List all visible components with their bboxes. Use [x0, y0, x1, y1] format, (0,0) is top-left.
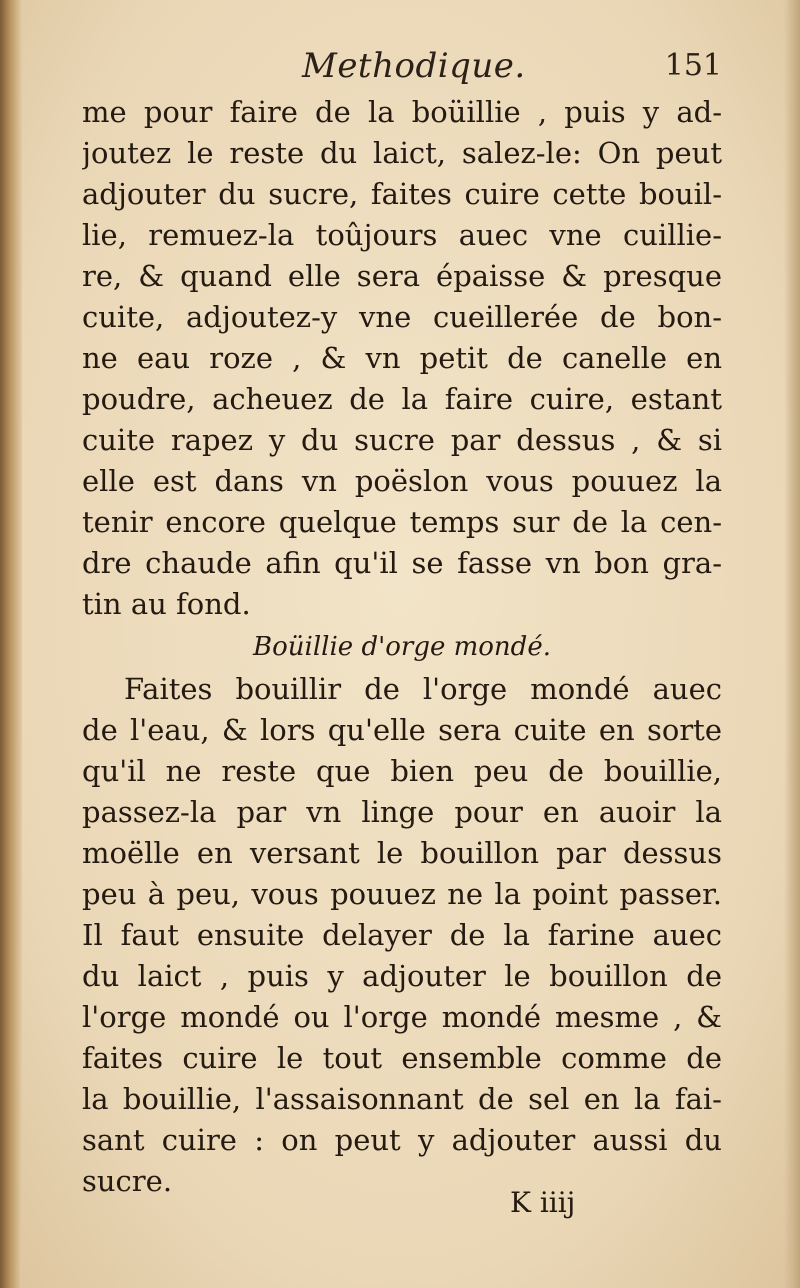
text-line: cuite, adjoutez-y vne cueillerée de bon-: [82, 300, 722, 334]
text-line: faites cuire le tout ensemble comme de: [82, 1041, 722, 1075]
text-line: Il faut ensuite delayer de la farine auec: [82, 918, 722, 952]
running-head: Methodique.: [302, 46, 526, 86]
text-line: tin au fond.: [82, 587, 251, 621]
body-text: [82, 92, 722, 1202]
page-edge: [784, 0, 800, 1288]
text-line: adjouter du sucre, faites cuire cette bouil-: [82, 177, 722, 211]
text-line: du laict , puis y adjouter le bouillon de: [82, 959, 722, 993]
text-line: poudre, acheuez de la faire cuire, estant: [82, 382, 722, 416]
text-line: qu'il ne reste que bien peu de bouillie,: [82, 754, 722, 788]
section-heading: Boüillie d'orge mondé.: [253, 632, 551, 662]
book-binding: [0, 0, 22, 1288]
text-line: re, & quand elle sera épaisse & presque: [82, 259, 722, 293]
text-line: me pour faire de la boüillie , puis y ad-: [82, 95, 722, 129]
text-line: la bouillie, l'assaisonnant de sel en la fai-: [82, 1082, 722, 1116]
paragraph-1: [82, 92, 722, 625]
text-line: moëlle en versant le bouillon par dessus: [82, 836, 722, 870]
text-line: dre chaude afin qu'il se fasse vn bon gra-: [82, 546, 722, 580]
text-line: lie, remuez-la toûjours auec vne cuillie-: [82, 218, 722, 252]
text-line: passez-la par vn linge pour en auoir la: [82, 795, 722, 829]
text-line: peu à peu, vous pouuez ne la point passer.: [82, 877, 722, 911]
text-line: ne eau roze , & vn petit de canelle en: [82, 341, 722, 375]
text-line: Faites bouillir de l'orge mondé auec: [124, 672, 722, 706]
page-header: [82, 44, 722, 88]
page-number: 151: [664, 48, 722, 83]
text-line: elle est dans vn poëslon vous pouuez la: [82, 464, 722, 498]
signature-mark: K iiij: [510, 1186, 576, 1219]
paragraph-2: [82, 669, 722, 1202]
text-line: sucre.: [82, 1164, 173, 1198]
text-line: cuite rapez y du sucre par dessus , & si: [82, 423, 722, 457]
text-line: de l'eau, & lors qu'elle sera cuite en sorte: [82, 713, 722, 747]
text-line: joutez le reste du laict, salez-le: On peut: [82, 136, 722, 170]
text-line: l'orge mondé ou l'orge mondé mesme , &: [82, 1000, 722, 1034]
text-line: tenir encore quelque temps sur de la cen-: [82, 505, 722, 539]
text-line: sant cuire : on peut y adjouter aussi du: [82, 1123, 722, 1157]
